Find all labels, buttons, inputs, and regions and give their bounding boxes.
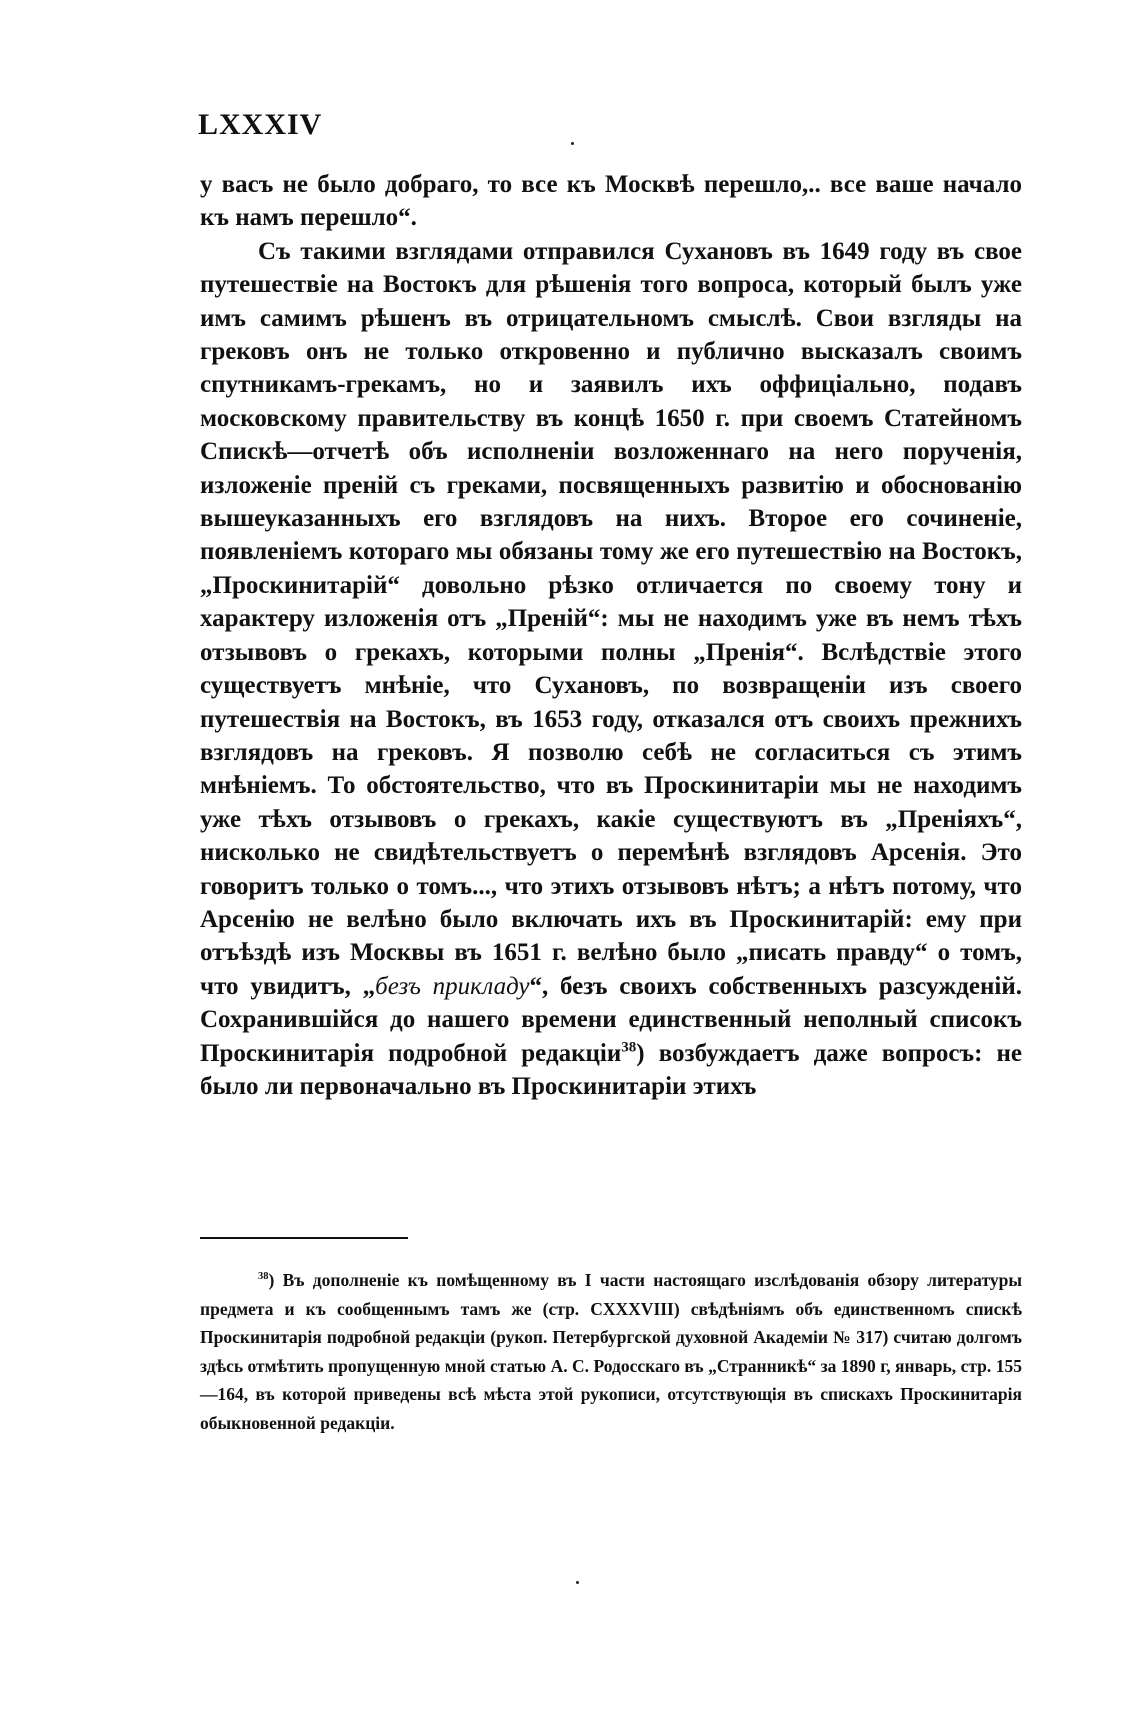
paragraph-text: Съ такими взглядами отправился Сухановъ въ 1649 году въ свое путешествіе на Востокъ для рѣшенія того вопроса, который былъ уже имъ самимъ рѣшенъ въ отрицательномъ смыслѣ. Свои взгляды на грековъ онъ не только откровенно и публично высказалъ своимъ спутникамъ-грекамъ, но и заявилъ ихъ оффиціально, подавъ московскому правительству въ концѣ 1650 г. при своемъ Статейномъ Спискѣ—отчетѣ объ исполненіи возложеннаго на него порученія, изложеніе преній съ греками, посвященныхъ развитію и обоснованію вышеуказанныхъ его взглядовъ на нихъ. Второе его сочиненіе, появленіемъ котораго мы обязаны тому же его путешествію на Востокъ, „Проскинитарій“ довольно рѣзко отличается по своему тону и характеру изложенія отъ „Преній“: мы не находимъ уже въ немъ тѣхъ отзывовъ о грекахъ, которыми полны „Пренія“. Вслѣдствіе этого существуетъ мнѣніе, что Сухановъ, по возвращеніи изъ своего путешествія на Востокъ, въ 1653 году, отказался отъ своихъ прежнихъ взглядовъ на грековъ. Я позволю себѣ не согласиться съ этимъ мнѣніемъ. То обстоятельство, что въ Проскинитаріи мы не находимъ уже тѣхъ отзывовъ о грекахъ, какіе существуютъ въ „Преніяхъ“, нисколько не свидѣтельствуетъ о перемѣнѣ взглядовъ Арсенія. Это говоритъ только о томъ..., что этихъ отзывовъ нѣтъ; а нѣтъ потому, что Арсенію не велѣно было включать ихъ въ Проскинитарій: ему при отъѣздѣ изъ Москвы въ 1651 г. велѣно было „писать правду“ о томъ, что увидитъ, „ <box>200 237 1022 1000</box>
footnote-text: ) Въ дополненіе къ помѣщенному въ I части настоящаго изслѣдованія обзору литературы предмета и къ сообщеннымъ тамъ же (стр. CXXXVIII) свѣдѣніямъ объ единственномъ спискѣ Проскинитарія подробной редакціи (рукоп. Петербургской духовной Академіи № 317) считаю долгомъ здѣсь отмѣтить пропущенную мной статью А. С. Родосскаго въ „Странникѣ“ за 1890 г, январь, стр. 155—164, въ которой приведены всѣ мѣста этой рукописи, отсутствующія въ спискахъ Проскинитарія обыкновенной редакціи. <box>200 1270 1022 1433</box>
italic-quote: безъ прикладу <box>375 972 530 1000</box>
footnote-marker: 38 <box>258 1271 269 1283</box>
print-speck <box>576 1581 579 1584</box>
paragraph <box>200 235 1022 1104</box>
footnote-separator <box>200 1237 408 1239</box>
footnote <box>200 1266 1022 1438</box>
footnote-reference: 38 <box>621 1039 637 1056</box>
page-number: LXXXIV <box>198 108 323 141</box>
main-text <box>200 168 1022 1103</box>
footnotes <box>200 1266 1022 1438</box>
paragraph-text: “, безъ своихъ собственныхъ разсужденій. Сохранившійся до нашего времени единственный неполный списокъ Проскинитарія подробной редакціи <box>200 972 1022 1067</box>
continuation-paragraph: у васъ не было добраго, то все къ Москвѣ перешло,.. все ваше начало къ намъ перешло“. <box>200 171 1022 232</box>
paragraph-text: ) возбуждаетъ даже вопросъ: не было ли первоначально въ Проскинитаріи этихъ <box>200 1039 1023 1100</box>
print-speck <box>571 142 574 145</box>
